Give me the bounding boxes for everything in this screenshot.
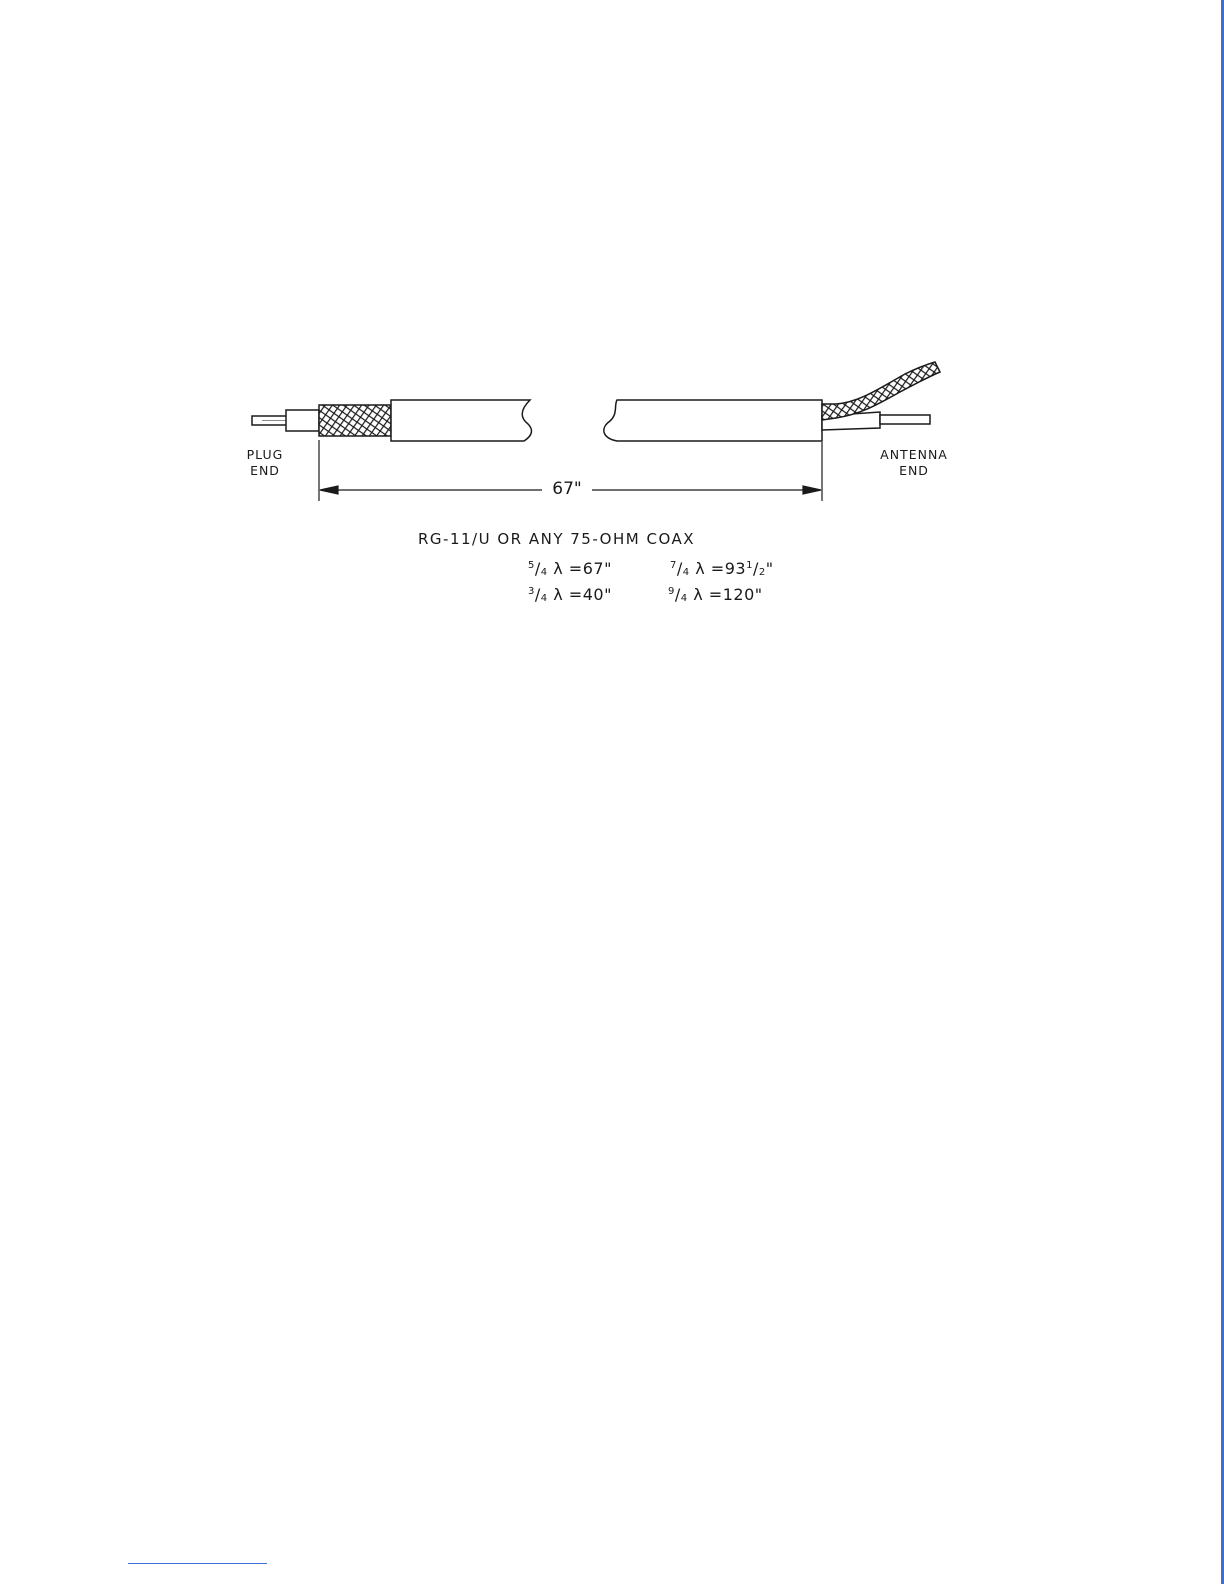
plug-end-cable <box>252 400 531 441</box>
formula-numerator: 3 <box>528 586 535 597</box>
formula-value: =40" <box>568 585 612 604</box>
formula-5-4-lambda: $^5/_4$ λ =67" <box>528 559 612 578</box>
antenna-end-label-line2: END <box>899 463 929 478</box>
plug-jacket <box>391 400 531 441</box>
footer-rule <box>128 1563 267 1564</box>
formula-9-4-lambda: $^9/_4$ λ =120" <box>668 585 763 604</box>
dimension-label: 67" <box>542 479 592 499</box>
lambda-symbol: λ <box>695 559 706 578</box>
cable-type-caption: RG-11/U OR ANY 75-OHM COAX <box>418 530 696 548</box>
formula-value-suffix: " <box>765 559 774 578</box>
formula-7-4-lambda: $^7/_4$ $\lambda =93^1/_2$" <box>670 559 774 578</box>
lambda-symbol: λ <box>693 585 704 604</box>
antenna-center-conductor <box>880 415 930 424</box>
plug-end-label-line1: PLUG <box>246 447 284 462</box>
antenna-end-cable <box>604 362 940 441</box>
formula-3-4-lambda: $^3/_4$ λ =40" <box>528 585 612 604</box>
plug-braid <box>319 405 391 436</box>
formula-numerator: 9 <box>668 586 675 597</box>
antenna-braid-pigtail <box>822 362 940 420</box>
lambda-symbol: λ <box>553 585 564 604</box>
formula-numerator: 5 <box>528 560 535 571</box>
antenna-end-label <box>872 447 956 479</box>
formula-numerator: 7 <box>670 560 677 571</box>
left-arrowhead <box>320 486 338 494</box>
formula-value: =93 <box>710 559 747 578</box>
coax-cable-diagram <box>0 0 1224 700</box>
antenna-end-label-line1: ANTENNA <box>880 447 948 462</box>
plug-end-label-line2: END <box>250 463 280 478</box>
antenna-jacket <box>604 400 822 441</box>
formula-value-fraction-den: 2 <box>758 567 766 578</box>
formula-value: =120" <box>708 585 763 604</box>
right-arrowhead <box>803 486 821 494</box>
lambda-symbol: λ <box>553 559 564 578</box>
formula-value: =67" <box>568 559 612 578</box>
formula-value-fraction-num: 1 <box>746 560 753 571</box>
formula-denominator: 4 <box>682 567 690 578</box>
formula-denominator: 4 <box>680 593 688 604</box>
formula-denominator: 4 <box>540 567 548 578</box>
plug-end-label <box>240 447 290 479</box>
formula-denominator: 4 <box>540 593 548 604</box>
plug-dielectric <box>286 410 319 431</box>
